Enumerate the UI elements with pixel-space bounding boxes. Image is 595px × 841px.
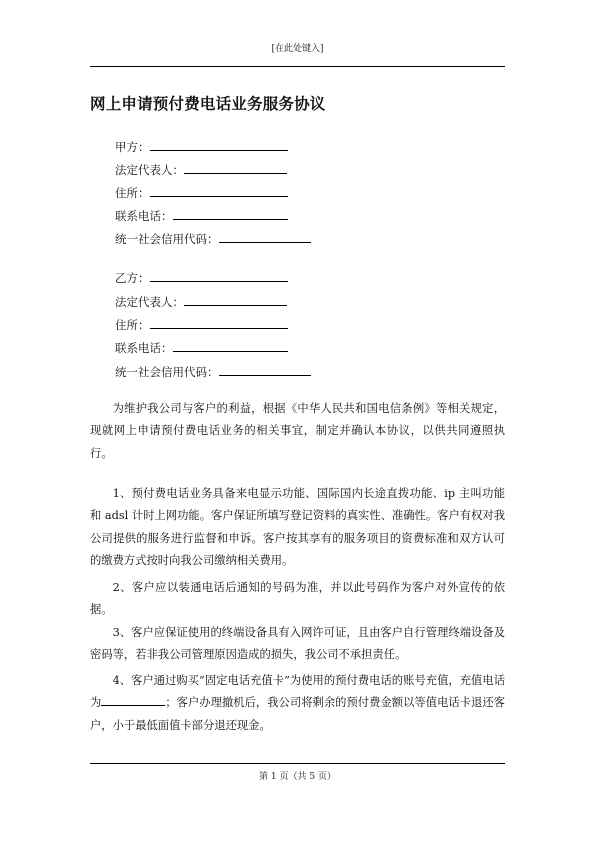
- fill-blank[interactable]: [173, 340, 288, 352]
- clause-4-text-b: ；客户办理撤机后，我公司将剩余的预付费金额以等值电话卡退还客户，小于最低面值卡部分退还现金。: [90, 696, 505, 732]
- field-label: 法定代表人：: [115, 295, 184, 309]
- fill-blank[interactable]: [150, 270, 288, 282]
- page-header: [在此处键入]: [271, 44, 324, 54]
- party-a-name-field: [115, 139, 288, 154]
- field-label: 法定代表人：: [115, 163, 184, 177]
- document-title: 网上申请预付费电话业务服务协议: [90, 94, 326, 113]
- fill-blank[interactable]: [219, 231, 311, 243]
- field-label: 统一社会信用代码：: [115, 365, 219, 379]
- clause-3: 3、客户应保证使用的终端设备具有入网许可证，且由客户自行管理终端设备及密码等，若非我公司管理原因造成的损失，我公司不承担责任。: [90, 626, 505, 662]
- field-label: 住所：: [115, 186, 150, 200]
- footer-divider: [90, 763, 505, 764]
- fill-blank[interactable]: [184, 294, 287, 306]
- party-b-phone-field: [115, 340, 288, 355]
- header-divider: [90, 66, 505, 67]
- field-label: 乙方：: [115, 271, 150, 285]
- clause-2: 2、客户应以装通电话后通知的号码为准，并以此号码作为客户对外宣传的依据。: [90, 581, 505, 617]
- fill-blank[interactable]: [173, 208, 288, 220]
- intro-paragraph: 为维护我公司与客户的利益，根据《中华人民共和国电信条例》等相关规定，现就网上申请预付费电话业务的相关事宜，制定并确认本协议，以供共同遵照执行。: [90, 402, 505, 460]
- fill-blank[interactable]: [150, 317, 288, 329]
- fill-blank[interactable]: [150, 139, 288, 151]
- party-b-address-field: [115, 317, 288, 332]
- clause-4: [90, 670, 505, 737]
- party-a-phone-field: [115, 208, 288, 223]
- fill-blank[interactable]: [184, 162, 287, 174]
- fill-blank[interactable]: [101, 694, 165, 706]
- party-a-rep-field: [115, 162, 287, 177]
- party-b-rep-field: [115, 294, 287, 309]
- clause-4-text-a: 4、客户通过购买“固定电话充值卡”为使用的预付费电话的账号充值，充值电话为: [90, 674, 505, 710]
- party-b-name-field: [115, 270, 288, 285]
- fill-blank[interactable]: [219, 364, 311, 376]
- field-label: 住所：: [115, 318, 150, 332]
- party-b-credit-field: [115, 364, 311, 379]
- field-label: 甲方：: [115, 140, 150, 154]
- field-label: 联系电话：: [115, 209, 173, 223]
- field-label: 联系电话：: [115, 341, 173, 355]
- page-footer: 第 1 页（共 5 页）: [259, 772, 336, 782]
- party-a-credit-field: [115, 231, 311, 246]
- party-a-address-field: [115, 185, 288, 200]
- field-label: 统一社会信用代码：: [115, 232, 219, 246]
- fill-blank[interactable]: [150, 185, 288, 197]
- clause-1: 1、预付费电话业务具备来电显示功能、国际国内长途直拨功能、ip 主叫功能和 adsl 计时上网功能。客户保证所填写登记资料的真实性、准确性。客户有权对我公司提供的服务进行监督和申诉。客户按其享有的服务项目的资费标准和双方认可的缴费方式按时向我公司缴纳相关费用。: [90, 487, 505, 568]
